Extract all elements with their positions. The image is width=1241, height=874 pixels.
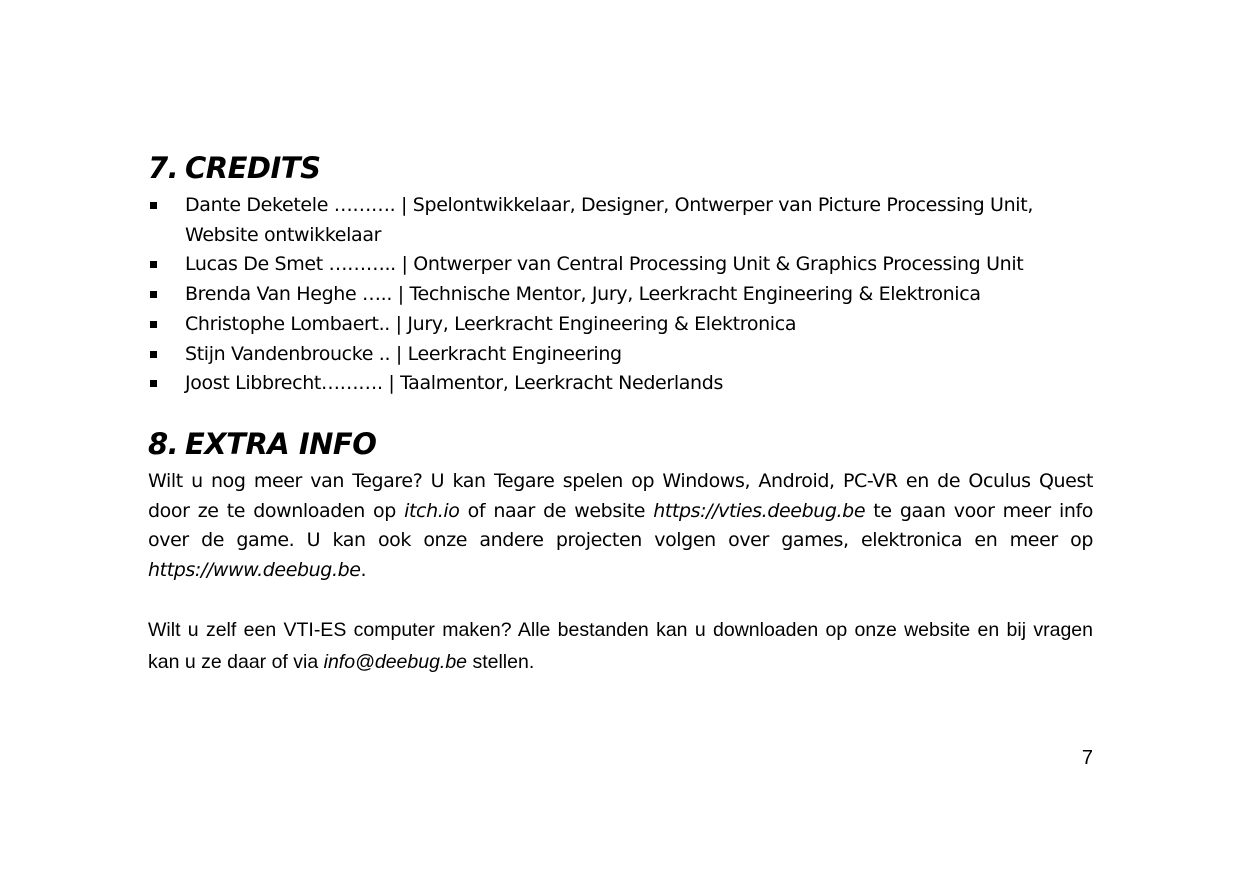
credits-heading-title: CREDITS bbox=[185, 151, 321, 185]
list-item bbox=[148, 369, 1093, 399]
list-item bbox=[148, 280, 1093, 310]
paragraph-text: stellen. bbox=[467, 651, 535, 673]
extra-info-heading-title: EXTRA INFO bbox=[185, 427, 377, 461]
extra-info-paragraph bbox=[148, 467, 1093, 586]
list-item bbox=[148, 340, 1093, 370]
extra-info-heading-number: 8. bbox=[148, 427, 179, 461]
extra-info-heading bbox=[148, 427, 376, 461]
credit-text: Brenda Van Heghe ….. | Technische Mentor, Jury, Leerkracht Engineering & Elektronica bbox=[185, 283, 981, 306]
credits-list bbox=[148, 191, 1093, 399]
document-page bbox=[148, 0, 1093, 874]
paragraph-text: te gaan voor meer info over de game. U kan ook onze andere projecten volgen over games, elektronica en meer op bbox=[148, 499, 1093, 552]
paragraph-text: Wilt u zelf een VTI-ES computer maken? Alle bestanden kan u downloaden op onze website en bij vragen kan u ze daar of via bbox=[148, 619, 1093, 673]
credit-text: Stijn Vandenbroucke .. | Leerkracht Engineering bbox=[185, 342, 622, 365]
credit-text: Christophe Lombaert.. | Jury, Leerkracht Engineering & Elektronica bbox=[185, 312, 797, 335]
page-number: 7 bbox=[1081, 747, 1093, 769]
credits-heading-number: 7. bbox=[148, 151, 179, 185]
vties-website-link[interactable]: https://vties.deebug.be bbox=[653, 499, 866, 522]
paragraph-text: . bbox=[360, 559, 367, 582]
square-bullet-icon bbox=[150, 380, 157, 387]
email-link[interactable]: info@deebug.be bbox=[323, 651, 468, 673]
list-item bbox=[148, 250, 1093, 280]
deebug-website-link[interactable]: https://www.deebug.be bbox=[148, 559, 361, 582]
paragraph-text: of naar de website bbox=[459, 499, 654, 522]
list-item bbox=[148, 191, 1093, 250]
square-bullet-icon bbox=[150, 202, 157, 209]
paragraph-text: Wilt u nog meer van Tegare? U kan Tegare spelen op Windows, Android, PC-VR en de Oculus Quest door ze te downloaden op bbox=[148, 470, 1093, 522]
credit-text: Joost Libbrecht………. | Taalmentor, Leerkracht Nederlands bbox=[185, 372, 724, 395]
vti-es-paragraph bbox=[148, 614, 1093, 678]
square-bullet-icon bbox=[150, 321, 157, 328]
credit-text: Dante Deketele ………. | Spelontwikkelaar, Designer, Ontwerper van Picture Processing Unit, Website ontwikkelaar bbox=[185, 194, 1034, 246]
square-bullet-icon bbox=[150, 351, 157, 358]
list-item bbox=[148, 310, 1093, 340]
square-bullet-icon bbox=[150, 261, 157, 268]
itch-io-link[interactable]: itch.io bbox=[404, 499, 460, 522]
square-bullet-icon bbox=[150, 291, 157, 298]
credit-text: Lucas De Smet ……….. | Ontwerper van Central Processing Unit & Graphics Processing Unit bbox=[185, 253, 1024, 276]
credits-heading bbox=[148, 151, 320, 185]
